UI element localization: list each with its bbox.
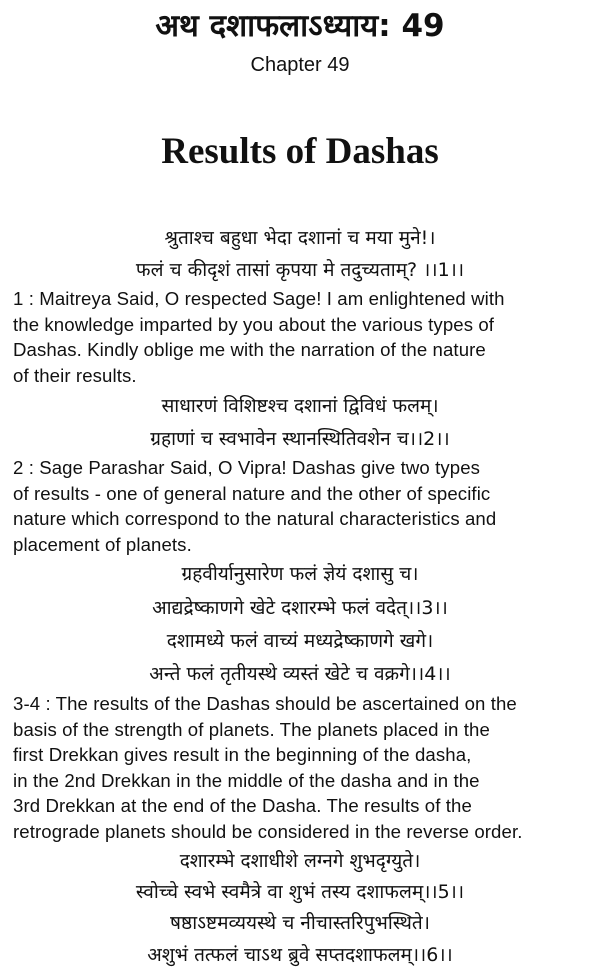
translation-line: 3-4 : The results of the Dashas should be ascertained on the: [13, 693, 517, 714]
verse-3-line-1: ग्रहवीर्यानुसारेण फलं ज्ञेयं दशासु च।: [181, 563, 419, 585]
translation-line: of results - one of general nature and the other of specific: [13, 482, 491, 504]
chapter-title-sanskrit: अथ दशाफलाऽध्याय: 49: [155, 8, 445, 44]
translation-line: nature which correspond to the natural characteristics and: [13, 508, 497, 529]
translation-line: retrograde planets should be considered in the reverse order.: [13, 820, 523, 842]
translation-line: 2 : Sage Parashar Said, O Vipra! Dashas give two types: [13, 457, 481, 478]
translation-line: basis of the strength of planets. The planets placed in the: [13, 718, 490, 740]
page-title: Results of Dashas: [161, 131, 439, 172]
translation-line: of their results.: [13, 364, 137, 386]
verse-4-line-2: अन्ते फलं तृतीयस्थे व्यस्तं खेटे च वक्रगे।।4।।: [149, 663, 451, 685]
verse-3-line-2: आद्यद्रेष्काणगे खेटे दशारम्भे फलं वदेत्।।3।।: [152, 597, 448, 619]
translation-2: [13, 455, 589, 557]
translation-line: 1 : Maitreya Said, O respected Sage! I am enlightened with: [13, 288, 505, 309]
translation-1: [13, 286, 589, 388]
translation-line: the knowledge imparted by you about the various types of: [13, 313, 495, 335]
verse-1-line-1: श्रुताश्च बहुधा भेदा दशानां च मया मुने!।: [164, 227, 436, 249]
translation-3-4: [13, 691, 589, 844]
verse-6-line-2: अशुभं तत्फलं चाऽथ ब्रुवे सप्तदशाफलम्।।6।।: [147, 944, 453, 966]
translation-line: first Drekkan gives result in the beginning of the dasha,: [13, 744, 472, 765]
verse-5-line-2: स्वोच्चे स्वभे स्वमैत्रे वा शुभं तस्य दशाफलम्।।5।।: [135, 881, 465, 903]
verse-2-line-2: ग्रहाणां च स्वभावेन स्थानस्थितिवशेन च।।2।।: [150, 428, 450, 450]
translation-line: Dashas. Kindly oblige me with the narration of the nature: [13, 339, 486, 360]
verse-5-line-1: दशारम्भे दशाधीशे लग्नगे शुभदृग्युते।: [179, 850, 421, 872]
translation-line: 3rd Drekkan at the end of the Dasha. The results of the: [13, 795, 472, 816]
translation-line: placement of planets.: [13, 533, 192, 555]
verse-1-line-2: फलं च कीदृशं तासां कृपया मे तदुच्यताम्? ।।1।।: [135, 259, 465, 281]
translation-line: in the 2nd Drekkan in the middle of the dasha and in the: [13, 769, 480, 791]
verse-2-line-1: साधारणं विशिष्टश्च दशानां द्विविधं फलम्।: [161, 395, 439, 417]
verse-4-line-1: दशामध्ये फलं वाच्यं मध्यद्रेष्काणगे खगे।: [166, 630, 434, 652]
chapter-subtitle: Chapter 49: [250, 54, 350, 76]
verse-6-line-1: षष्ठाऽष्टमव्ययस्थे च नीचास्तरिपुभस्थिते।: [170, 912, 430, 934]
